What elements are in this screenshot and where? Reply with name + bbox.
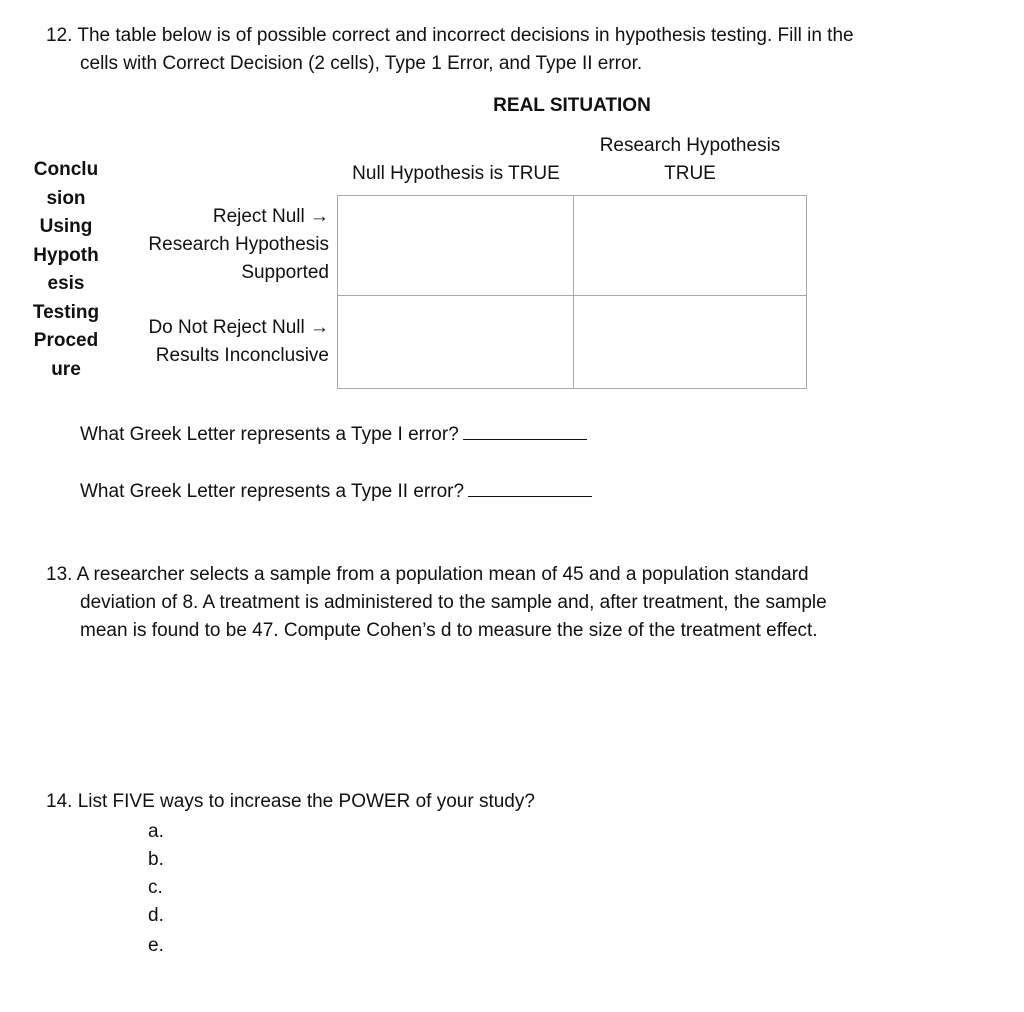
- list-item-d: d.: [148, 905, 164, 926]
- row-header-do-not-reject-null: [110, 314, 329, 370]
- row-header-noreject-line-1: Do Not Reject Null →: [148, 317, 329, 338]
- column-header-null-hypothesis: Null Hypothesis is TRUE: [352, 163, 560, 184]
- row-group-label-line: esis: [47, 273, 85, 294]
- cell-reject-research-true[interactable]: [574, 196, 806, 296]
- question-14-text: 14. List FIVE ways to increase the POWER of your study?: [46, 791, 535, 812]
- greek-type-1-text: What Greek Letter represents a Type I error?: [80, 424, 459, 445]
- column-header-research-line-2: TRUE: [664, 163, 716, 184]
- row-group-label-line: Using: [39, 216, 93, 237]
- row-group-label-line: sion: [46, 187, 86, 209]
- answer-blank-type-2[interactable]: [468, 476, 592, 497]
- row-group-label: [22, 156, 110, 384]
- question-13-text-line-3: mean is found to be 47. Compute Cohen’s d to measure the size of the treatment effect.: [80, 620, 818, 641]
- question-12-text-line-2: cells with Correct Decision (2 cells), Type 1 Error, and Type II error.: [80, 53, 643, 74]
- row-group-label-line: Hypoth: [33, 244, 99, 266]
- greek-letter-type-1-question: [80, 419, 587, 449]
- question-13-text-line-2: deviation of 8. A treatment is administered to the sample and, after treatment, the sample: [80, 592, 827, 613]
- decision-table: [337, 195, 807, 389]
- list-item-a: a.: [148, 821, 164, 842]
- row-group-label-line: Conclu: [33, 159, 99, 180]
- row-group-label-line: Testing: [32, 301, 100, 323]
- question-12-text-line-1: 12. The table below is of possible correct and incorrect decisions in hypothesis testing. Fill in the: [46, 25, 854, 46]
- greek-letter-type-2-question: [80, 476, 592, 506]
- question-13-text-line-1: 13. A researcher selects a sample from a population mean of 45 and a population standard: [46, 564, 809, 585]
- list-item-e: e.: [148, 935, 164, 956]
- row-header-reject-line-2: Research Hypothesis: [148, 234, 329, 255]
- row-group-label-line: Proced: [33, 330, 99, 351]
- greek-type-2-text: What Greek Letter represents a Type II error?: [80, 481, 465, 502]
- list-item-c: c.: [148, 877, 163, 898]
- row-header-reject-null: [110, 203, 329, 287]
- column-header-research-line-1: Research Hypothesis: [599, 135, 781, 156]
- row-header-reject-line-1: Reject Null →: [212, 206, 329, 227]
- table-header-real-situation: REAL SITUATION: [493, 95, 651, 116]
- answer-blank-type-1[interactable]: [463, 419, 587, 440]
- row-header-noreject-line-2: Results Inconclusive: [155, 345, 329, 366]
- list-item-b: b.: [148, 849, 164, 870]
- row-header-reject-line-3: Supported: [241, 262, 329, 283]
- cell-reject-null-true[interactable]: [338, 196, 574, 296]
- column-header-research-hypothesis: [578, 132, 802, 188]
- cell-noreject-research-true[interactable]: [574, 296, 806, 388]
- cell-noreject-null-true[interactable]: [338, 296, 574, 388]
- row-group-label-line: ure: [51, 358, 81, 380]
